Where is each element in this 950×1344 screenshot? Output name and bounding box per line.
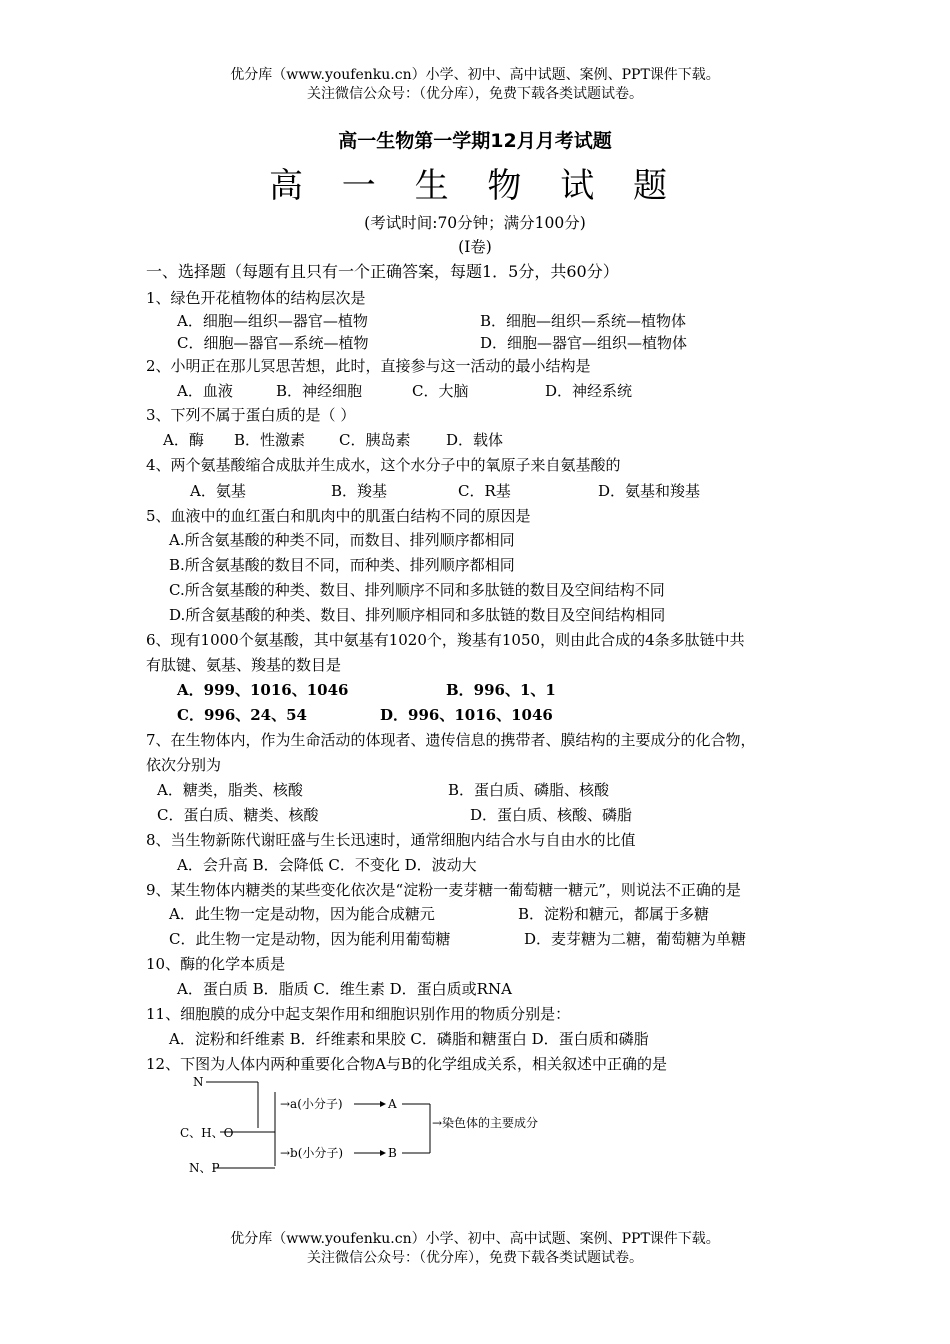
question-11-options: A．淀粉和纤维素 B．纤维素和果胶 C．磷脂和糖蛋白 D．蛋白质和磷脂	[169, 1030, 649, 1048]
question-7-option-b: B．蛋白质、磷脂、核酸	[448, 781, 610, 799]
question-2-option-b: B．神经细胞	[276, 382, 363, 400]
question-7-stem-2: 依次分别为	[146, 756, 222, 774]
question-10-stem: 10、酶的化学本质是	[146, 955, 286, 973]
compound-composition-diagram	[180, 1070, 600, 1180]
question-1-option-b: B．细胞—组织—系统—植物体	[480, 312, 687, 330]
question-9-stem: 9、某生物体内糖类的某些变化依次是“淀粉一麦芽糖一葡萄糖一糖元”，则说法不正确的是	[146, 881, 741, 899]
question-2-option-c: C．大脑	[412, 382, 469, 400]
question-1-stem: 1、绿色开花植物体的结构层次是	[146, 289, 366, 307]
question-11-stem: 11、细胞膜的成分中起支架作用和细胞识别作用的物质分别是：	[146, 1005, 571, 1023]
question-5-option-b: B.所含氨基酸的数目不同，而种类、排列顺序都相同	[169, 556, 515, 574]
question-4-stem: 4、两个氨基酸缩合成肽并生成水，这个水分子中的氧原子来自氨基酸的	[146, 456, 621, 474]
question-9-option-d: D．麦芽糖为二糖，葡萄糖为单糖	[524, 930, 747, 948]
diagram-label-np: N、P	[189, 1161, 220, 1175]
exam-title: 高一生物第一学期12月月考试题	[338, 130, 612, 152]
question-3-option-d: D．载体	[446, 431, 504, 449]
question-5-option-a: A.所含氨基酸的种类不同，而数目、排列顺序都相同	[169, 531, 515, 549]
question-6-stem-2: 有肽键、氨基、羧基的数目是	[146, 656, 342, 674]
question-5-option-d: D.所含氨基酸的种类、数目、排列顺序相同和多肽链的数目及空间结构相同	[169, 606, 666, 624]
diagram-compound-b: B	[388, 1146, 397, 1160]
question-6-stem-1: 6、现有1000个氨基酸，其中氨基有1020个，羧基有1050，则由此合成的4条多肽链中共	[146, 631, 745, 649]
question-7-stem-1: 7、在生物体内，作为生命活动的体现者、遗传信息的携带者、膜结构的主要成分的化合物，	[146, 731, 756, 749]
question-3-option-b: B．性激素	[234, 431, 306, 449]
question-6-option-d: D．996、1016、1046	[380, 706, 553, 724]
question-12-stem: 12、下图为人体内两种重要化合物A与B的化学组成关系，相关叙述中正确的是	[146, 1055, 667, 1073]
question-3-option-a: A．酶	[163, 431, 204, 449]
volume-label: (I卷)	[458, 238, 492, 256]
question-9-option-a: A．此生物一定是动物，因为能合成糖元	[169, 905, 435, 923]
question-8-stem: 8、当生物新陈代谢旺盛与生长迅速时，通常细胞内结合水与自由水的比值	[146, 831, 636, 849]
question-4-option-b: B．羧基	[331, 482, 388, 500]
footer-line-2: 关注微信公众号：（优分库），免费下载各类试题试卷。	[307, 1250, 643, 1266]
footer-line-1: 优分库（www.youfenku.cn）小学、初中、高中试题、案例、PPT课件下载。	[230, 1231, 720, 1247]
diagram-label-n: N	[193, 1075, 204, 1089]
question-5-option-c: C.所含氨基酸的种类、数目、排列顺序不同和多肽链的数目及空间结构不同	[169, 581, 665, 599]
question-3-stem: 3、下列不属于蛋白质的是（ ）	[146, 406, 356, 424]
question-9-option-c: C．此生物一定是动物，因为能利用葡萄糖	[169, 930, 451, 948]
question-2-stem: 2、小明正在那儿冥思苦想，此时，直接参与这一活动的最小结构是	[146, 357, 591, 375]
question-4-option-c: C．R基	[458, 482, 511, 500]
question-1-option-a: A．细胞—组织—器官—植物	[177, 312, 368, 330]
subject-title: 高 一 生 物 试 题	[268, 166, 682, 206]
question-3-option-c: C．胰岛素	[339, 431, 411, 449]
question-1-option-c: C．细胞—器官—系统—植物	[177, 334, 369, 352]
question-5-stem: 5、血液中的血红蛋白和肌肉中的肌蛋白结构不同的原因是	[146, 507, 531, 525]
question-1-option-d: D．细胞—器官—组织—植物体	[480, 334, 688, 352]
question-6-option-c: C．996、24、54	[177, 706, 307, 724]
question-6-option-b: B．996、1、1	[446, 681, 556, 699]
section-heading: 一、选择题（每题有且只有一个正确答案，每题1．5分，共60分）	[146, 262, 619, 281]
diagram-label-cho: C、H、O	[180, 1126, 234, 1140]
diagram-result: →染色体的主要成分	[432, 1116, 539, 1130]
diagram-small-molecule-a: →a(小分子)	[280, 1097, 343, 1111]
question-2-option-d: D．神经系统	[545, 382, 633, 400]
exam-info: (考试时间:70分钟；满分100分)	[364, 214, 586, 232]
header-line-1: 优分库（www.youfenku.cn）小学、初中、高中试题、案例、PPT课件下载。	[230, 67, 720, 83]
question-4-option-d: D．氨基和羧基	[598, 482, 701, 500]
diagram-compound-a: A	[388, 1097, 397, 1111]
question-9-option-b: B．淀粉和糖元，都属于多糖	[518, 905, 710, 923]
question-4-option-a: A．氨基	[190, 482, 246, 500]
header-line-2: 关注微信公众号：（优分库），免费下载各类试题试卷。	[307, 86, 643, 102]
diagram-small-molecule-b: →b(小分子)	[280, 1146, 344, 1160]
question-7-option-d: D．蛋白质、核酸、磷脂	[470, 806, 633, 824]
question-10-options: A．蛋白质 B．脂质 C．维生素 D．蛋白质或RNA	[177, 980, 512, 998]
question-2-option-a: A．血液	[177, 382, 233, 400]
question-8-options: A．会升高 B．会降低 C．不变化 D．波动大	[177, 856, 477, 874]
question-7-option-a: A．糖类，脂类、核酸	[157, 781, 303, 799]
question-6-option-a: A．999、1016、1046	[177, 681, 349, 699]
question-7-option-c: C．蛋白质、糖类、核酸	[157, 806, 319, 824]
